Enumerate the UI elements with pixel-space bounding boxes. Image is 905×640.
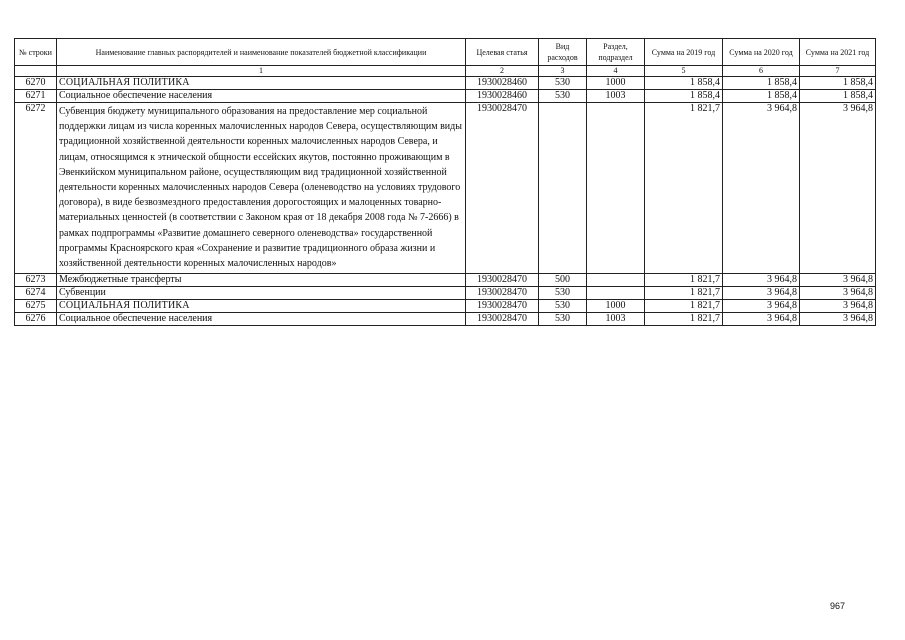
column-number-blank: [15, 66, 57, 77]
row-name: Социальное обеспечение населения: [57, 313, 466, 326]
sum-2019: 1 858,4: [645, 77, 723, 90]
column-number: 1: [57, 66, 466, 77]
table-row: [15, 300, 876, 313]
expense-type: 530: [539, 313, 587, 326]
table-row: [15, 274, 876, 287]
sum-2021: 3 964,8: [800, 274, 876, 287]
column-number: 5: [645, 66, 723, 77]
sum-2021: 1 858,4: [800, 90, 876, 103]
row-name: Межбюджетные трансферты: [57, 274, 466, 287]
header-row-number: № строки: [15, 39, 57, 66]
column-number-row: [15, 66, 876, 77]
sum-2020: 1 858,4: [723, 77, 800, 90]
target-article: 1930028470: [466, 313, 539, 326]
expense-type: 530: [539, 300, 587, 313]
sum-2020: 3 964,8: [723, 287, 800, 300]
target-article: 1930028460: [466, 77, 539, 90]
sum-2020: 3 964,8: [723, 274, 800, 287]
row-name: Социальное обеспечение населения: [57, 90, 466, 103]
table-row: [15, 103, 876, 274]
table-row: [15, 90, 876, 103]
expense-type: [539, 103, 587, 274]
sum-2020: 3 964,8: [723, 300, 800, 313]
row-name: Субвенция бюджету муниципального образования на предоставление мер социальной поддержки лицам из числа коренных малочисленных народов Севера, осуществляющим виды традиционной хозяйственной деятельности коренных малочисленных народов Севера, и лицам, относящимся к этнической общности ессейских якутов, постоянно проживающим в Эвенкийском муниципальном районе, осуществляющим вид традиционной хозяйственной деятельности коренных малочисленных народов Севера (оленеводство на условиях трудового договора), в виде безвозмездного предоставления дорогостоящих и малоценных товарно-материальных ценностей (в соответствии с Законом края от 18 декабря 2008 года № 7-2666) в рамках подпрограммы «Развитие домашнего северного оленеводства» государственной программы Красноярского края «Сохранение и развитие традиционного образа жизни и хозяйственной деятельности коренных малочисленных народов»: [57, 103, 466, 274]
expense-type: 530: [539, 90, 587, 103]
expense-type: 500: [539, 274, 587, 287]
sum-2019: 1 821,7: [645, 274, 723, 287]
column-number: 7: [800, 66, 876, 77]
section: 1000: [587, 77, 645, 90]
section: [587, 103, 645, 274]
sum-2020: 1 858,4: [723, 90, 800, 103]
sum-2019: 1 821,7: [645, 313, 723, 326]
section: 1000: [587, 300, 645, 313]
table-header: [15, 39, 876, 66]
sum-2019: 1 858,4: [645, 90, 723, 103]
sum-2019: 1 821,7: [645, 300, 723, 313]
header-sum-2020: Сумма на 2020 год: [723, 39, 800, 66]
sum-2020: 3 964,8: [723, 313, 800, 326]
expense-type: 530: [539, 77, 587, 90]
section: [587, 274, 645, 287]
target-article: 1930028470: [466, 274, 539, 287]
row-number: 6270: [15, 77, 57, 90]
row-number: 6276: [15, 313, 57, 326]
table-row: [15, 287, 876, 300]
row-number: 6272: [15, 103, 57, 274]
sum-2021: 3 964,8: [800, 300, 876, 313]
expense-type: 530: [539, 287, 587, 300]
sum-2020: 3 964,8: [723, 103, 800, 274]
header-expense-type: Вид расходов: [539, 39, 587, 66]
column-number: 2: [466, 66, 539, 77]
row-number: 6275: [15, 300, 57, 313]
section: [587, 287, 645, 300]
table-body: [15, 66, 876, 326]
sum-2021: 3 964,8: [800, 103, 876, 274]
table-row: [15, 313, 876, 326]
row-name: Субвенции: [57, 287, 466, 300]
row-number: 6274: [15, 287, 57, 300]
header-sum-2021: Сумма на 2021 год: [800, 39, 876, 66]
column-number: 3: [539, 66, 587, 77]
header-name: Наименование главных распорядителей и наименование показателей бюджетной классификации: [57, 39, 466, 66]
target-article: 1930028470: [466, 103, 539, 274]
page-number: 967: [829, 601, 845, 611]
header-target-article: Целевая статья: [466, 39, 539, 66]
budget-table: [14, 38, 876, 326]
sum-2021: 3 964,8: [800, 287, 876, 300]
row-number: 6273: [15, 274, 57, 287]
row-name: СОЦИАЛЬНАЯ ПОЛИТИКА: [57, 300, 466, 313]
sum-2021: 3 964,8: [800, 313, 876, 326]
section: 1003: [587, 90, 645, 103]
row-number: 6271: [15, 90, 57, 103]
sum-2019: 1 821,7: [645, 287, 723, 300]
table-row: [15, 77, 876, 90]
target-article: 1930028470: [466, 300, 539, 313]
column-number: 6: [723, 66, 800, 77]
header-section: Раздел, подраздел: [587, 39, 645, 66]
target-article: 1930028460: [466, 90, 539, 103]
header-sum-2019: Сумма на 2019 год: [645, 39, 723, 66]
sum-2021: 1 858,4: [800, 77, 876, 90]
target-article: 1930028470: [466, 287, 539, 300]
row-name: СОЦИАЛЬНАЯ ПОЛИТИКА: [57, 77, 466, 90]
sum-2019: 1 821,7: [645, 103, 723, 274]
section: 1003: [587, 313, 645, 326]
column-number: 4: [587, 66, 645, 77]
